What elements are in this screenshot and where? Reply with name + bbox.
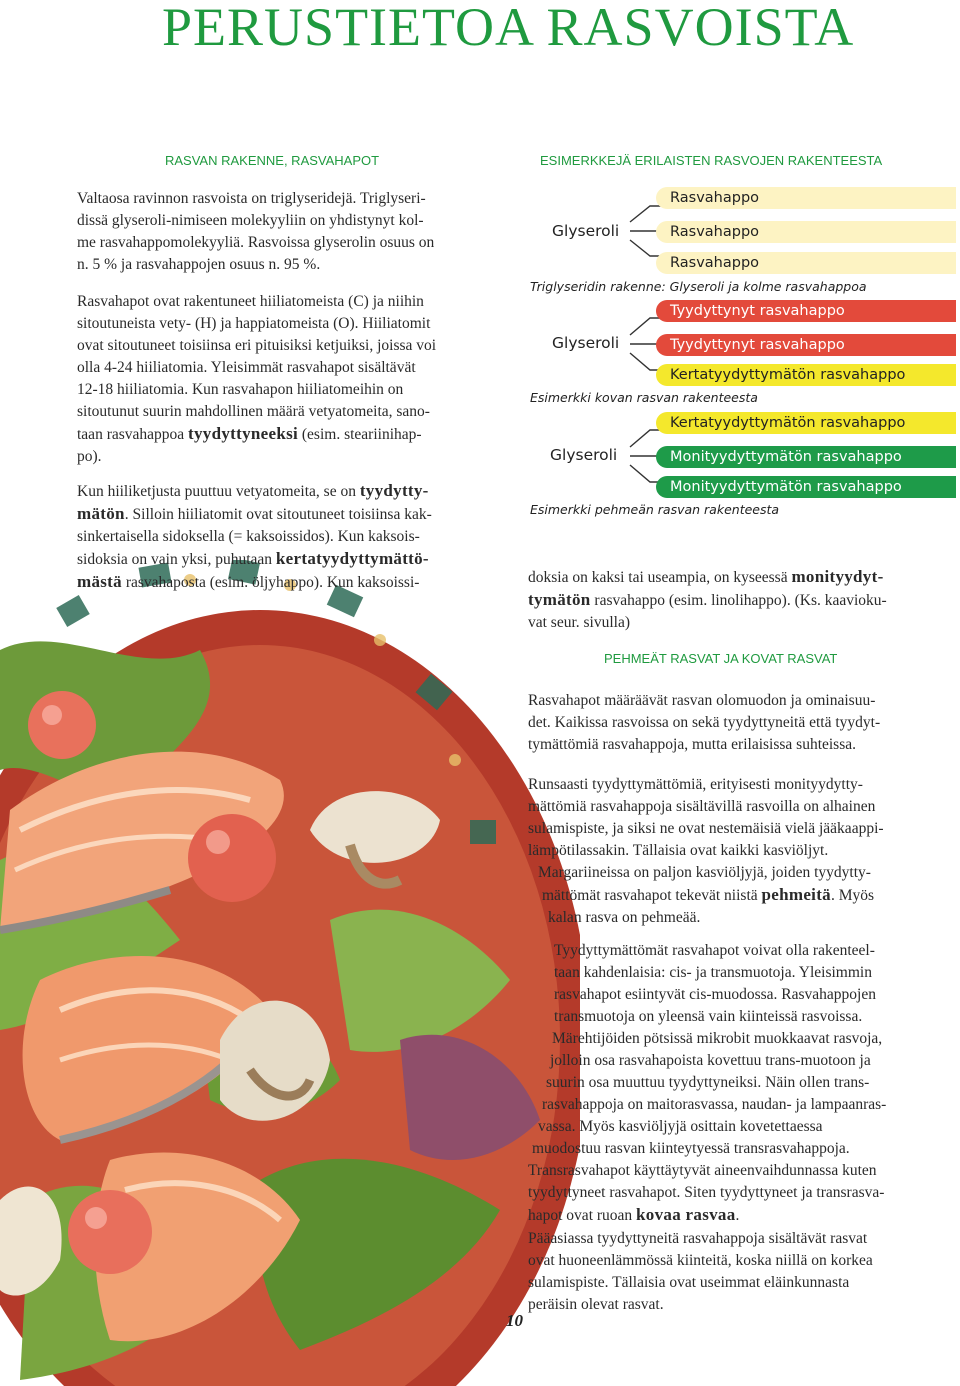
text-line: suurin osa muuttuu tyydyttyneiksi. Näin ollen trans- — [546, 1074, 870, 1091]
text-run: . Myös — [830, 887, 875, 904]
text-run: hapot ovat ruoan — [528, 1207, 637, 1224]
paragraph-trans-fats — [528, 940, 886, 1227]
text-run: . Silloin hiiliatomit ovat sitoutuneet toisiinsa kak- — [124, 506, 432, 523]
fatty-acid-chain: Rasvahappo — [656, 221, 956, 243]
fatty-acid-chain: Rasvahappo — [656, 187, 956, 209]
text-line: Valtaosa ravinnon rasvoista on triglyseridejä. Triglyseri- — [77, 190, 426, 207]
text-line: kalan rasva on pehmeää. — [548, 909, 701, 926]
text-line: peräisin olevat rasvat. — [528, 1296, 664, 1313]
text-run: . — [735, 1207, 740, 1224]
diagram-caption: Esimerkki kovan rasvan rakenteesta — [530, 390, 758, 405]
text-line: Transrasvahapot käyttäytyvät aineenvaihdunnassa kuten — [528, 1162, 877, 1179]
text-line — [77, 548, 432, 571]
text-line: Tyydyttymättömät rasvahapot voivat olla rakenteel- — [554, 942, 875, 959]
text-line: 12-18 hiiliatomia. Kun rasvahapon hiiliatomeihin on — [77, 381, 404, 398]
glycerol-label: Glyseroli — [552, 222, 620, 240]
salmon-salad-photo — [0, 560, 580, 1386]
text-line: sulamispiste. Tällaisia ovat useimmat eläinkunnasta — [528, 1274, 850, 1291]
polyunsaturated-fatty-acid-chain: Monityydyttymätön rasvahappo — [656, 446, 956, 468]
text-line — [528, 884, 884, 907]
monounsaturated-fatty-acid-chain: Kertatyydyttymätön rasvahappo — [656, 364, 956, 386]
paragraph-soft-fats — [528, 774, 884, 929]
term-polyunsaturated-end: tymätön — [528, 590, 591, 609]
term-saturated: tyydyttyneeksi — [188, 424, 299, 443]
glycerol-label: Glyseroli — [552, 334, 620, 352]
text-run: taan rasvahappoa — [77, 426, 189, 443]
text-line: rasvahapot esiintyvät cis-muodossa. Rasvahappojen — [554, 986, 876, 1003]
text-line — [77, 571, 432, 594]
text-line: det. Kaikissa rasvoissa on sekä tyydyttyneitä että tyydyt- — [528, 714, 881, 731]
text-run: Kun hiiliketjusta puuttuu vetyatomeita, se on — [77, 483, 360, 500]
diagram-caption: Esimerkki pehmeän rasvan rakenteesta — [530, 502, 780, 517]
text-line: transmuotoja on yleensä vain kiinteissä rasvoissa. — [554, 1008, 863, 1025]
text-line: jolloin osa rasvahapoista kovettuu trans-muotoon ja — [550, 1052, 871, 1069]
term-monounsaturated-end: mästä — [77, 572, 122, 591]
diagram-caption: Triglyseridin rakenne: Glyseroli ja kolme rasvahappoa — [530, 279, 867, 294]
text-line: me rasvahappomolekyyliä. Rasvoissa glyserolin osuus on — [77, 234, 435, 251]
text-run: mättömät rasvahapot tekevät niistä — [542, 887, 762, 904]
text-line: lämpötilassakin. Tällaisia ovat kaikki kasviöljyt. — [528, 842, 829, 859]
text-line: Pääasiassa tyydyttyneitä rasvahappoja sisältävät rasvat — [528, 1230, 868, 1247]
section-heading-soft-hard: PEHMEÄT RASVAT JA KOVAT RASVAT — [604, 651, 838, 666]
polyunsaturated-fatty-acid-chain: Monityydyttymätön rasvahappo — [656, 476, 956, 498]
saturated-fatty-acid-chain: Tyydyttynyt rasvahappo — [656, 300, 956, 322]
term-monounsaturated: kertatyydyttymättö- — [275, 549, 429, 568]
text-line: vat seur. sivulla) — [528, 614, 631, 631]
saturated-fatty-acid-chain: Tyydyttynyt rasvahappo — [656, 334, 956, 356]
text-line: ovat huoneenlämmössä kiinteitä, koska niillä on korkea — [528, 1252, 873, 1269]
text-run: rasvahappo (esim. linolihappo). (Ks. kaavioku- — [590, 592, 887, 609]
section-heading-structure: RASVAN RAKENNE, RASVAHAPOT — [165, 153, 380, 168]
text-line: tymättömiä rasvahappoja, mutta erilaisissa suhteissa. — [528, 736, 857, 753]
text-line — [528, 589, 887, 612]
text-run: rasvahaposta (esim. öljyhappo). Kun kaksoissi- — [121, 574, 420, 591]
text-line: vassa. Myös kasviöljyjä osittain kovetettaessa — [538, 1118, 823, 1135]
text-line: olla 4-24 hiiliatomia. Yleisimmät rasvahapot sisältävät — [77, 359, 416, 376]
text-line: n. 5 % ja rasvahappojen osuus n. 95 %. — [77, 256, 321, 273]
text-line: sinkertaisella sidoksella (= kaksoissidos). Kun kaksois- — [77, 528, 420, 545]
text-line: Rasvahapot määräävät rasvan olomuodon ja ominaisuu- — [528, 692, 876, 709]
paragraph-saturated-fats — [528, 1228, 873, 1316]
text-line: taan kahdenlaisia: cis- ja transmuotoja. Yleisimmin — [554, 964, 872, 981]
page-number: 10 — [506, 1311, 523, 1330]
text-line: mättömiä rasvahappoja sisältävillä rasvoilla on alhainen — [528, 798, 876, 815]
text-line: sitoutuneista vety- (H) ja happiatomeista (O). Hiiliatomit — [77, 315, 431, 332]
term-unsaturated: tyydytty- — [359, 481, 429, 500]
text-line: Rasvahapot ovat rakentuneet hiiliatomeista (C) ja niihin — [77, 293, 424, 310]
paragraph-polyunsaturated — [528, 566, 887, 634]
text-line: muodostuu rasvan kiinteytyessä transrasvahappoja. — [532, 1140, 850, 1157]
text-line: sulamispiste, ja siksi ne ovat nestemäisiä vielä jääkaappi- — [528, 820, 884, 837]
term-polyunsaturated: monityydyt- — [791, 567, 884, 586]
text-line — [528, 1204, 886, 1227]
text-line: Margariineissa on paljon kasviöljyjä, joiden tyydytty- — [538, 864, 871, 881]
text-run: doksia on kaksi tai useampia, on kyseessä — [528, 569, 792, 586]
text-line: po). — [77, 448, 102, 465]
text-line: Märehtijöiden pötsissä mikrobit muokkaavat rasvoja, — [552, 1030, 883, 1047]
text-line: tyydyttyneet rasvahapot. Siten tyydyttyneet ja transrasva- — [528, 1184, 885, 1201]
term-unsaturated-end: mätön — [77, 504, 125, 523]
text-line: sitoutunut suurin mahdollinen määrä vetyatomeita, sano- — [77, 403, 430, 420]
fatty-acid-chain: Rasvahappo — [656, 252, 956, 274]
term-hard-fat: kovaa rasvaa — [636, 1205, 736, 1224]
glycerol-label: Glyseroli — [550, 446, 618, 464]
text-run: (esim. steariinihap- — [298, 426, 422, 443]
text-line: rasvahappoja on maitorasvassa, naudan- ja lampaanras- — [542, 1096, 887, 1113]
text-line — [528, 566, 887, 589]
text-run: sidoksia on vain yksi, puhutaan — [77, 551, 276, 568]
text-line: dissä glyseroli-nimiseen molekyyliin on yhdistynyt kol- — [77, 212, 424, 229]
paragraph-fat-properties — [528, 690, 880, 756]
text-line: ovat sitoutuneet toisiinsa eri pituisiksi ketjuiksi, joissa voi — [77, 337, 437, 354]
page-title: PERUSTIETOA RASVOISTA — [162, 0, 855, 57]
text-line: Runsaasti tyydyttymättömiä, erityisesti monityydytty- — [528, 776, 863, 793]
diagram-heading: ESIMERKKEJÄ ERILAISTEN RASVOJEN RAKENTEESTA — [540, 153, 883, 168]
term-soft: pehmeitä — [761, 885, 831, 904]
monounsaturated-fatty-acid-chain: Kertatyydyttymätön rasvahappo — [656, 412, 956, 434]
